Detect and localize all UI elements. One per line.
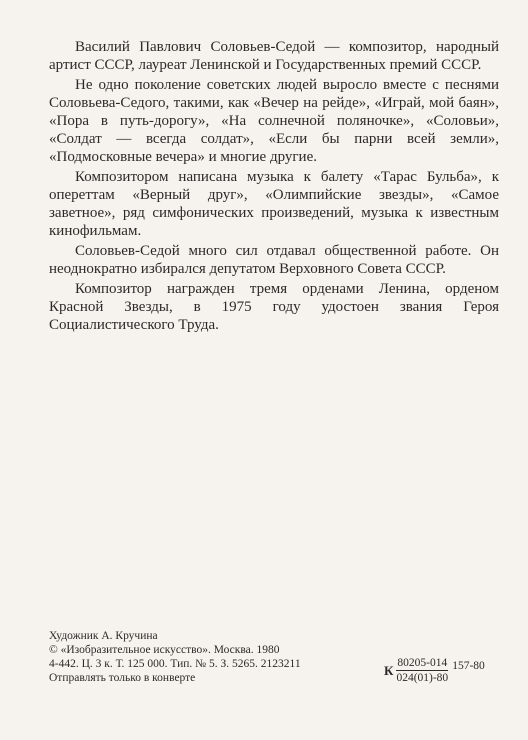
catalog-numerator: 80205-014 xyxy=(397,657,448,669)
catalog-letter: К xyxy=(384,662,394,678)
catalog-denominator: 024(01)-80 xyxy=(396,672,449,684)
catalog-fraction xyxy=(395,656,449,685)
print-info: 4-442. Ц. 3 к. Т. 125 000. Тип. № 5. З. 5265. 2123211 xyxy=(49,658,301,670)
catalog-suffix: 157-80 xyxy=(452,659,485,672)
shipping-note: Отправлять только в конверте xyxy=(49,672,196,684)
paragraph-public-work: Соловьев-Седой много сил отдавал общественной работе. Он неоднократно избирался депутатом Верховного Совета СССР. xyxy=(49,243,499,277)
biography-text xyxy=(49,38,499,336)
paragraph-awards: Композитор награжден тремя орденами Ленина, орденом Красной Звезды, в 1975 году удостоен звания Героя Социалистического Труда. xyxy=(49,281,499,333)
paragraph-works: Композитором написана музыка к балету «Тарас Бульба», к опереттам «Верный друг», «Олимпийские звезды», «Самое заветное», ряд симфонических произведений, музыка к известным кинофильмам. xyxy=(49,169,499,239)
catalog-code xyxy=(384,656,485,685)
paragraph-songs: Не одно поколение советских людей выросло вместе с песнями Соловьева-Седого, такими, как «Вечер на рейде», «Играй, мой баян», «Пора в путь-дорогу», «На солнечной поляночке», «Соловьи», «Солдат — всегда солдат», «Если бы парни всей земли», «Подмосковные вечера» и многие другие. xyxy=(49,77,499,165)
artist-credit: Художник А. Кручина xyxy=(49,630,158,642)
publisher-line: © «Изобразительное искусство». Москва. 1980 xyxy=(49,644,280,656)
imprint xyxy=(49,629,369,685)
paragraph-intro: Василий Павлович Соловьев-Седой — композитор, народный артист СССР, лауреат Ленинской и Государственных премий СССР. xyxy=(49,39,499,73)
